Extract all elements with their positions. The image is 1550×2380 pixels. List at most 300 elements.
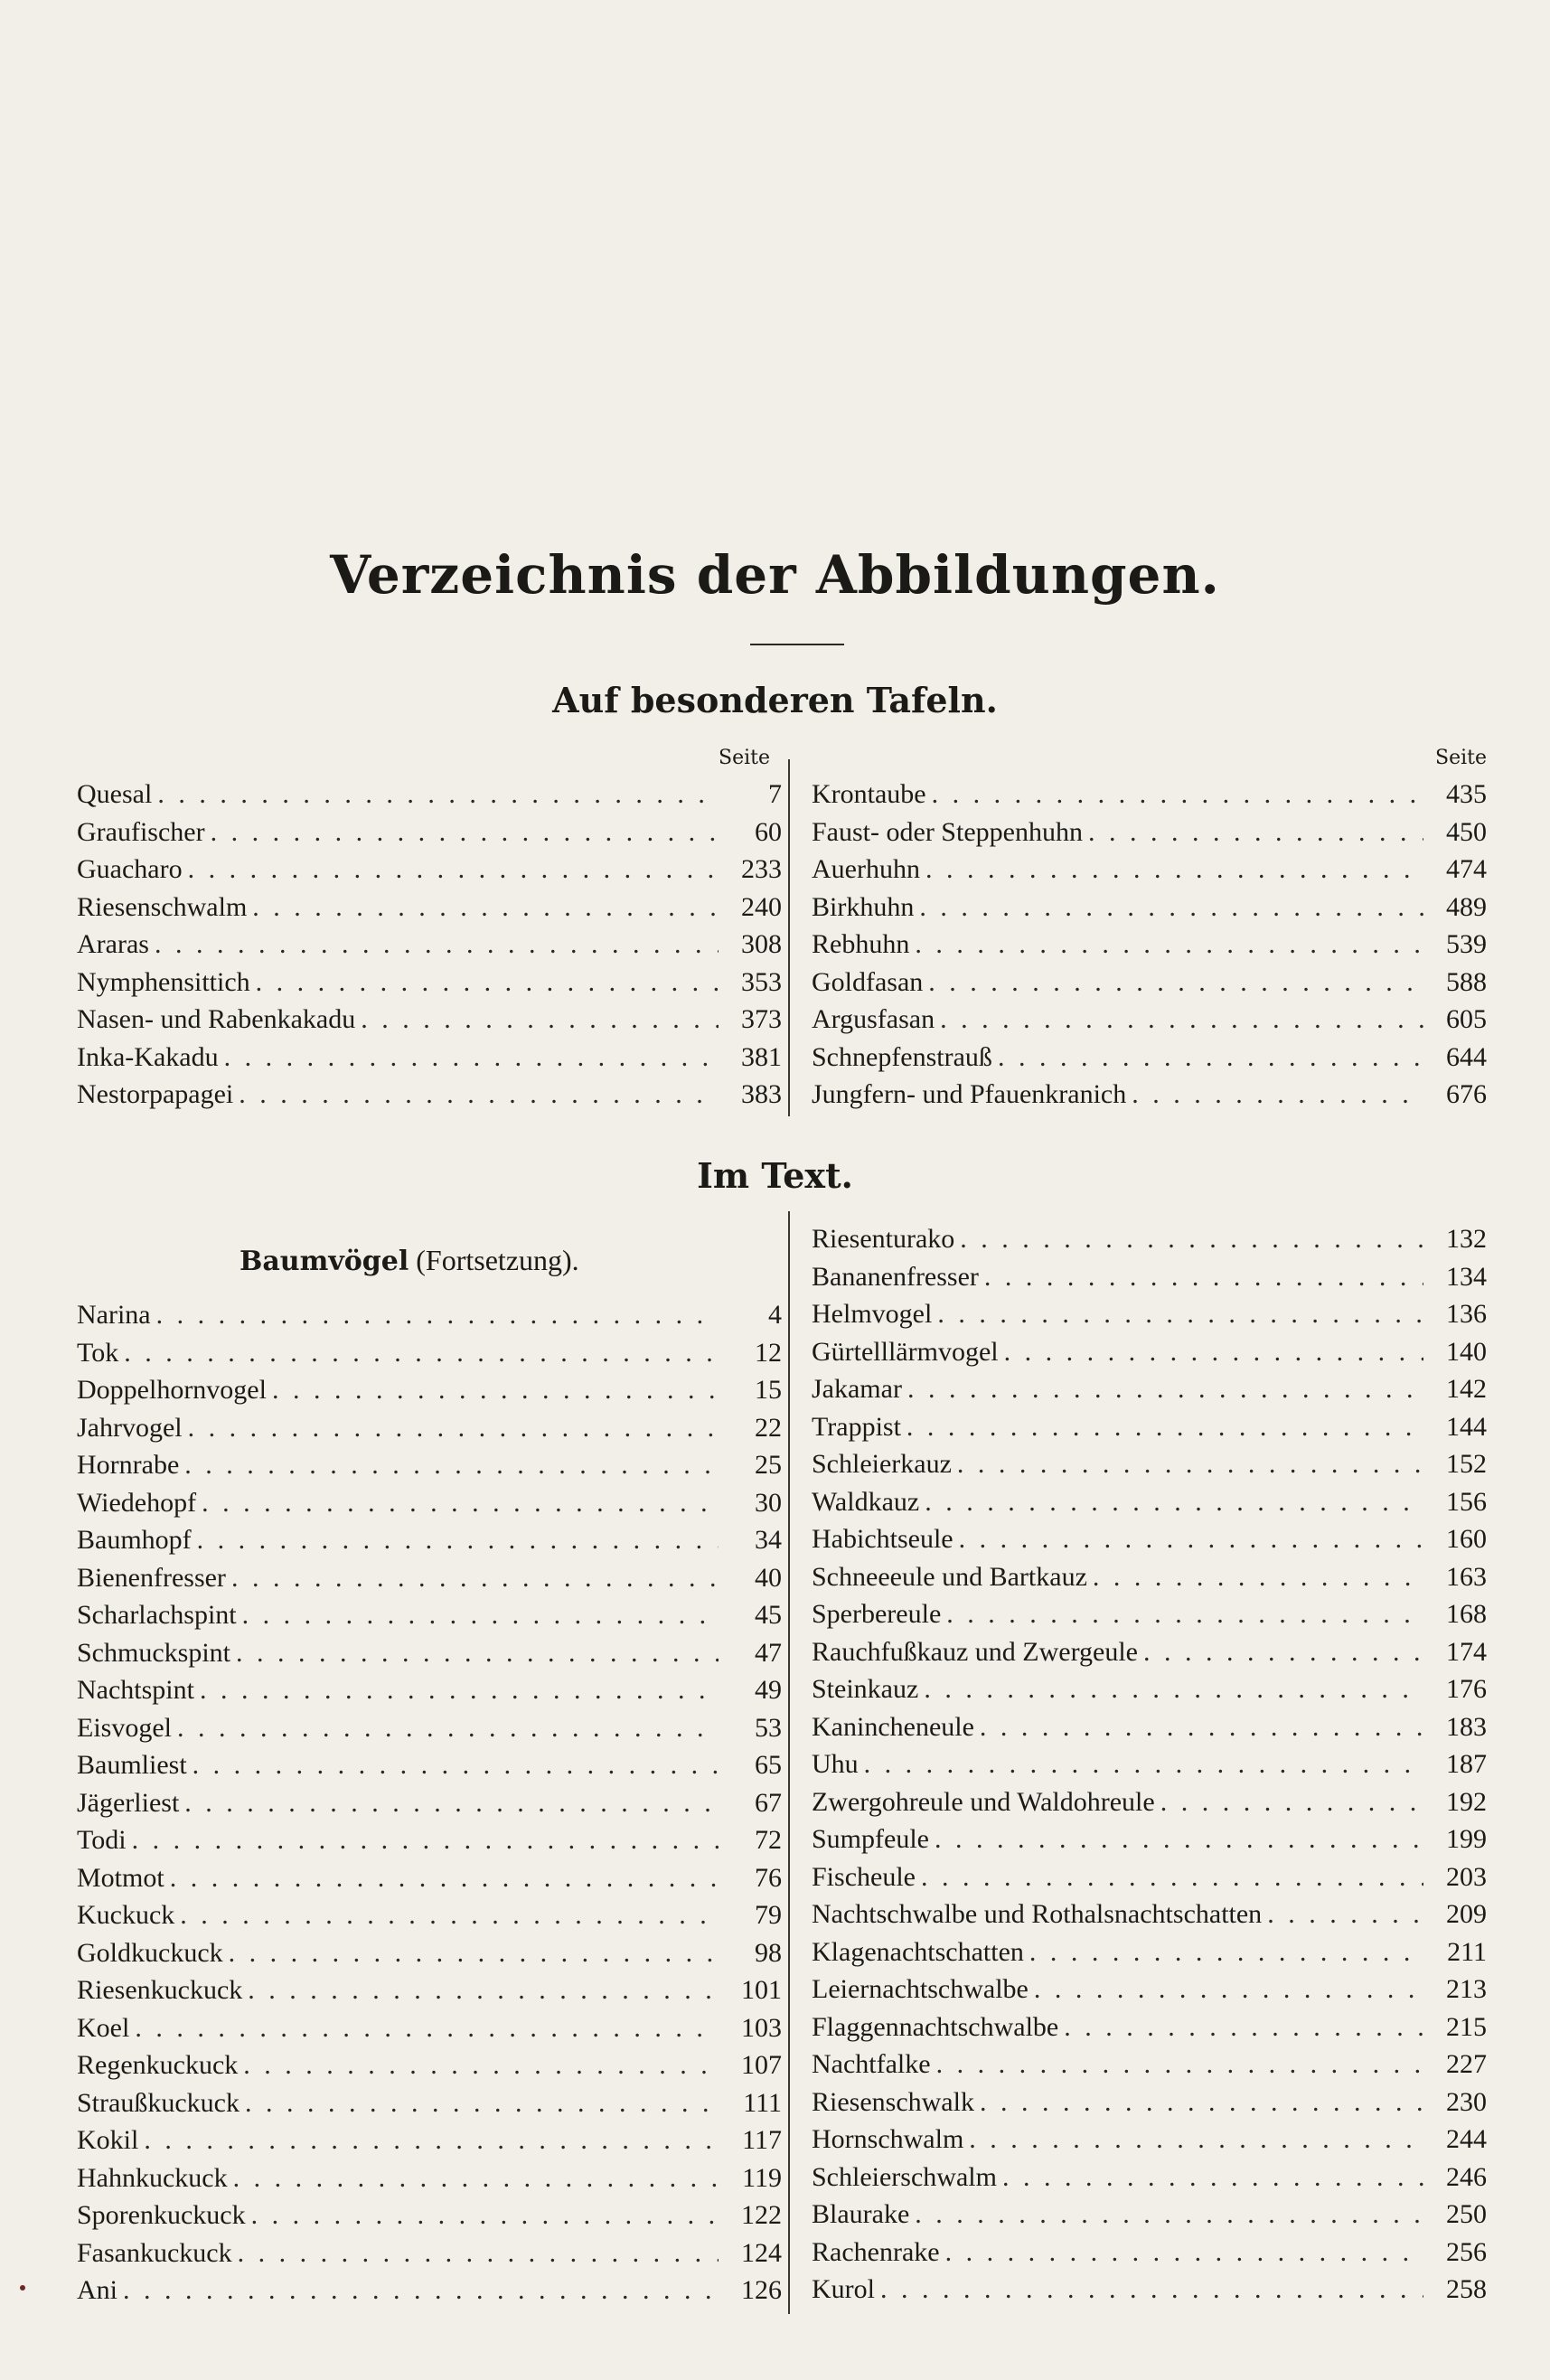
index-entry — [812, 964, 1487, 1002]
leader-dots — [940, 1001, 1423, 1039]
index-entry — [812, 1333, 1487, 1371]
index-entry — [77, 1334, 782, 1372]
index-entry — [812, 1933, 1487, 1971]
index-entry — [77, 1859, 782, 1897]
leader-dots — [960, 1220, 1423, 1258]
leader-dots — [998, 1039, 1423, 1077]
leader-dots — [180, 1896, 719, 1934]
leader-dots — [256, 964, 719, 1002]
entry-name: Sumpfeule — [812, 1824, 929, 1854]
entry-name: Habichtseule — [812, 1524, 953, 1554]
entry-name: Ani — [77, 2275, 117, 2305]
leader-dots — [907, 1408, 1423, 1446]
leader-dots — [272, 1371, 719, 1409]
index-entry — [812, 2084, 1487, 2121]
index-entry — [812, 1520, 1487, 1558]
entry-page-number: 246 — [1446, 2161, 1487, 2192]
entry-name: Kurol — [812, 2274, 875, 2304]
entry-page-number: 119 — [742, 2162, 782, 2193]
index-entry — [77, 2009, 782, 2047]
text-subheading — [240, 1244, 579, 1277]
leader-dots — [177, 1709, 719, 1747]
entry-page-number: 65 — [755, 1750, 782, 1780]
leader-dots — [155, 926, 719, 964]
entry-page-number: 605 — [1446, 1004, 1487, 1034]
index-entry — [77, 1296, 782, 1334]
entry-page-number: 30 — [755, 1487, 782, 1518]
entry-page-number: 132 — [1446, 1224, 1487, 1254]
leader-dots — [969, 2121, 1423, 2159]
leader-dots — [932, 776, 1423, 814]
entry-page-number: 160 — [1446, 1524, 1487, 1554]
tafeln-heading: Auf besonderen Tafeln. — [552, 680, 998, 720]
entry-page-number: 215 — [1446, 2011, 1487, 2042]
entry-name: Nachtfalke — [812, 2049, 931, 2079]
leader-dots — [924, 1670, 1423, 1708]
index-entry — [77, 1821, 782, 1859]
entry-page-number: 22 — [755, 1412, 782, 1443]
entry-page-number: 187 — [1446, 1749, 1487, 1779]
entry-name: Jahrvogel — [77, 1412, 183, 1443]
entry-name: Sperbereule — [812, 1599, 942, 1629]
index-entry — [77, 1076, 782, 1114]
leader-dots — [984, 1258, 1423, 1296]
entry-name: Riesenkuckuck — [77, 1975, 243, 2005]
entry-page-number: 203 — [1446, 1861, 1487, 1892]
leader-dots — [1002, 2159, 1423, 2197]
entry-name: Todi — [77, 1825, 127, 1855]
leader-dots — [919, 889, 1423, 927]
entry-name: Goldfasan — [812, 966, 924, 997]
entry-name: Leiernachtschwalbe — [812, 1974, 1029, 2004]
leader-dots — [1064, 2008, 1423, 2046]
leader-dots — [243, 2046, 719, 2084]
index-entry — [812, 1258, 1487, 1296]
entry-page-number: 213 — [1446, 1974, 1487, 2004]
entry-name: Fasankuckuck — [77, 2237, 232, 2268]
index-entry — [77, 2159, 782, 2197]
entry-name: Blaurake — [812, 2199, 910, 2229]
entry-page-number: 489 — [1446, 891, 1487, 922]
entry-page-number: 103 — [741, 2012, 782, 2043]
index-entry — [77, 2272, 782, 2309]
entry-name: Krontaube — [812, 779, 926, 809]
leader-dots — [915, 926, 1423, 964]
entry-page-number: 53 — [755, 1712, 782, 1743]
index-entry — [812, 1483, 1487, 1521]
leader-dots — [200, 1671, 719, 1709]
entry-page-number: 256 — [1446, 2236, 1487, 2267]
index-entry — [812, 814, 1487, 851]
entry-page-number: 136 — [1446, 1299, 1487, 1329]
entry-page-number: 34 — [755, 1525, 782, 1555]
index-entry — [812, 926, 1487, 964]
index-entry — [77, 2234, 782, 2272]
entry-page-number: 644 — [1446, 1041, 1487, 1072]
entry-page-number: 76 — [755, 1862, 782, 1893]
leader-dots — [1132, 1076, 1423, 1114]
entry-name: Koel — [77, 2012, 130, 2043]
entry-page-number: 230 — [1446, 2086, 1487, 2117]
leader-dots — [1034, 1971, 1423, 2008]
index-entry — [812, 2271, 1487, 2309]
entry-name: Araras — [77, 929, 149, 959]
entry-page-number: 258 — [1446, 2274, 1487, 2304]
entry-page-number: 122 — [741, 2200, 782, 2230]
index-entry — [77, 2084, 782, 2122]
entry-page-number: 72 — [755, 1825, 782, 1855]
leader-dots — [937, 1295, 1423, 1333]
index-entry — [77, 1521, 782, 1559]
leader-dots — [928, 964, 1423, 1002]
index-entry — [812, 2196, 1487, 2234]
entry-name: Riesenschwalm — [77, 891, 248, 922]
leader-dots — [233, 2159, 719, 2197]
leader-dots — [1004, 1333, 1423, 1371]
leader-dots — [1093, 1558, 1423, 1596]
entry-name: Wiedehopf — [77, 1487, 197, 1518]
entry-page-number: 209 — [1446, 1899, 1487, 1929]
entry-name: Argusfasan — [812, 1004, 935, 1034]
entry-page-number: 250 — [1446, 2199, 1487, 2229]
index-entry — [812, 1783, 1487, 1821]
index-entry — [77, 1001, 782, 1039]
index-entry — [812, 889, 1487, 927]
entry-name: Fischeule — [812, 1861, 916, 1892]
leader-dots — [193, 1746, 719, 1784]
index-entry — [812, 2046, 1487, 2084]
index-entry — [77, 1484, 782, 1522]
index-entry — [77, 776, 782, 814]
entry-page-number: 373 — [741, 1004, 782, 1034]
leader-dots — [957, 1445, 1423, 1483]
entry-page-number: 117 — [742, 2125, 782, 2155]
leader-dots — [925, 1483, 1423, 1521]
leader-dots — [123, 2272, 719, 2309]
entry-page-number: 45 — [755, 1600, 782, 1630]
index-entry — [812, 1708, 1487, 1746]
entry-page-number: 168 — [1446, 1599, 1487, 1629]
entry-name: Birkhuhn — [812, 891, 915, 922]
leader-dots — [1160, 1783, 1423, 1821]
index-entry — [812, 1001, 1487, 1039]
leader-dots — [135, 2009, 719, 2047]
leader-dots — [202, 1484, 719, 1522]
index-entry — [77, 851, 782, 889]
entry-name: Auerhuhn — [812, 854, 920, 884]
leader-dots — [184, 1446, 719, 1484]
leader-dots — [231, 1559, 719, 1597]
index-entry — [77, 1709, 782, 1747]
entry-page-number: 111 — [743, 2087, 782, 2118]
index-entry — [77, 1934, 782, 1972]
entry-name: Graufischer — [77, 816, 205, 847]
entry-name: Flaggennachtschwalbe — [812, 2011, 1059, 2042]
entry-name: Scharlachspint — [77, 1600, 237, 1630]
entry-page-number: 79 — [755, 1900, 782, 1930]
entry-name: Kanincheneule — [812, 1711, 974, 1742]
entry-page-number: 588 — [1446, 966, 1487, 997]
entry-name: Hahnkuckuck — [77, 2162, 228, 2193]
entry-name: Hornrabe — [77, 1450, 180, 1480]
text-heading: Im Text. — [697, 1155, 853, 1196]
entry-name: Rauchfußkauz und Zwergeule — [812, 1636, 1138, 1667]
entry-name: Hornschwalm — [812, 2124, 964, 2154]
index-entry — [812, 2234, 1487, 2272]
entry-name: Kokil — [77, 2125, 139, 2155]
index-entry — [77, 1746, 782, 1784]
leader-dots — [1088, 814, 1423, 851]
entry-page-number: 192 — [1446, 1786, 1487, 1817]
leader-dots — [156, 1296, 719, 1334]
index-entry — [77, 1971, 782, 2009]
seite-label-left: Seite — [719, 747, 770, 769]
index-entry — [812, 1670, 1487, 1708]
index-entry — [812, 1408, 1487, 1446]
entry-page-number: 124 — [741, 2237, 782, 2268]
subheading-bold: Baumvögel — [240, 1246, 409, 1277]
leader-dots — [188, 851, 719, 889]
leader-dots — [251, 2197, 719, 2234]
entry-name: Regenkuckuck — [77, 2050, 239, 2080]
leader-dots — [864, 1745, 1423, 1783]
index-entry — [812, 1076, 1487, 1114]
entry-name: Bananenfresser — [812, 1261, 979, 1292]
entry-name: Helmvogel — [812, 1299, 933, 1329]
entry-page-number: 199 — [1446, 1824, 1487, 1854]
index-entry — [77, 2121, 782, 2159]
index-entry — [77, 1446, 782, 1484]
entry-page-number: 435 — [1446, 779, 1487, 809]
entry-page-number: 98 — [755, 1937, 782, 1968]
entry-name: Eisvogel — [77, 1712, 172, 1743]
index-entry — [812, 2159, 1487, 2197]
index-entry — [812, 1745, 1487, 1783]
entry-name: Quesal — [77, 779, 153, 809]
leader-dots — [980, 1708, 1423, 1746]
leader-dots — [229, 1934, 719, 1972]
page-title: Verzeichnis der Abbildungen. — [330, 544, 1220, 606]
entry-page-number: 4 — [768, 1300, 782, 1330]
entry-page-number: 12 — [755, 1337, 782, 1368]
index-entry — [812, 776, 1487, 814]
index-entry — [77, 964, 782, 1002]
leader-dots — [945, 2234, 1423, 2272]
entry-page-number: 381 — [741, 1041, 782, 1072]
entry-name: Nachtschwalbe und Rothalsnachtschatten — [812, 1899, 1263, 1929]
index-entry — [812, 1896, 1487, 1933]
entry-name: Baumhopf — [77, 1525, 192, 1555]
index-entry — [77, 1784, 782, 1822]
leader-dots — [1267, 1896, 1423, 1933]
entry-name: Waldkauz — [812, 1486, 920, 1517]
entry-page-number: 244 — [1446, 2124, 1487, 2154]
entry-name: Jägerliest — [77, 1787, 180, 1818]
entry-page-number: 474 — [1446, 854, 1487, 884]
index-entry — [77, 2046, 782, 2084]
index-entry — [77, 926, 782, 964]
leader-dots — [935, 1820, 1423, 1858]
index-entry — [812, 1858, 1487, 1896]
entry-name: Tok — [77, 1337, 119, 1368]
index-entry — [812, 2121, 1487, 2159]
entry-page-number: 25 — [755, 1450, 782, 1480]
index-entry — [77, 1596, 782, 1634]
entry-name: Trappist — [812, 1411, 901, 1442]
index-entry — [77, 1039, 782, 1077]
entry-name: Guacharo — [77, 854, 183, 884]
leader-dots — [959, 1520, 1423, 1558]
entry-name: Nasen- und Rabenkakadu — [77, 1004, 356, 1034]
text-column-divider — [788, 1211, 790, 2314]
entry-page-number: 49 — [755, 1675, 782, 1705]
entry-name: Rebhuhn — [812, 929, 910, 959]
leader-dots — [144, 2121, 719, 2159]
leader-dots — [245, 2084, 719, 2122]
leader-dots — [252, 889, 719, 927]
leader-dots — [132, 1821, 719, 1859]
leader-dots — [946, 1595, 1423, 1633]
entry-page-number: 183 — [1446, 1711, 1487, 1742]
entry-name: Steinkauz — [812, 1674, 919, 1704]
entry-page-number: 176 — [1446, 1674, 1487, 1704]
entry-name: Sporenkuckuck — [77, 2200, 246, 2230]
entry-name: Nymphensittich — [77, 966, 250, 997]
entry-page-number: 383 — [741, 1079, 782, 1109]
entry-page-number: 450 — [1446, 816, 1487, 847]
entry-page-number: 101 — [741, 1975, 782, 2005]
entry-name: Schleierschwalm — [812, 2161, 997, 2192]
entry-page-number: 107 — [741, 2050, 782, 2080]
leader-dots — [157, 776, 719, 814]
entry-name: Riesenschwalk — [812, 2086, 974, 2117]
index-entry — [77, 1409, 782, 1447]
entry-page-number: 174 — [1446, 1636, 1487, 1667]
entry-name: Jungfern- und Pfauenkranich — [812, 1079, 1127, 1109]
entry-name: Nachtspint — [77, 1675, 194, 1705]
index-entry — [812, 1558, 1487, 1596]
entry-name: Schneeeule und Bartkauz — [812, 1561, 1087, 1592]
entry-name: Uhu — [812, 1749, 859, 1779]
entry-name: Doppelhornvogel — [77, 1375, 267, 1405]
leader-dots — [1029, 1933, 1423, 1971]
entry-page-number: 140 — [1446, 1336, 1487, 1367]
entry-page-number: 144 — [1446, 1411, 1487, 1442]
leader-dots — [1143, 1633, 1423, 1671]
entry-name: Kuckuck — [77, 1900, 175, 1930]
entry-name: Schnepfenstrauß — [812, 1041, 992, 1072]
tafeln-left-list — [77, 776, 782, 1114]
leader-dots — [361, 1001, 719, 1039]
index-entry — [812, 851, 1487, 889]
text-left-list — [77, 1296, 782, 2309]
entry-page-number: 353 — [741, 966, 782, 997]
leader-dots — [936, 2046, 1423, 2084]
entry-name: Baumliest — [77, 1750, 187, 1780]
index-entry — [812, 1039, 1487, 1077]
entry-page-number: 7 — [768, 779, 782, 809]
index-entry — [812, 1820, 1487, 1858]
index-entry — [812, 1295, 1487, 1333]
entry-page-number: 163 — [1446, 1561, 1487, 1592]
leader-dots — [921, 1858, 1423, 1896]
entry-name: Schleierkauz — [812, 1449, 952, 1479]
leader-dots — [907, 1370, 1423, 1408]
entry-page-number: 308 — [741, 929, 782, 959]
entry-page-number: 152 — [1446, 1449, 1487, 1479]
entry-name: Motmot — [77, 1862, 164, 1893]
leader-dots — [239, 1076, 719, 1114]
entry-page-number: 15 — [755, 1375, 782, 1405]
entry-name: Rachenrake — [812, 2236, 940, 2267]
entry-page-number: 233 — [741, 854, 782, 884]
index-entry — [77, 2197, 782, 2234]
index-entry — [812, 1220, 1487, 1258]
entry-page-number: 156 — [1446, 1486, 1487, 1517]
entry-page-number: 47 — [755, 1637, 782, 1668]
leader-dots — [236, 1634, 719, 1672]
leader-dots — [197, 1521, 719, 1559]
entry-name: Goldkuckuck — [77, 1937, 223, 1968]
entry-name: Faust- oder Steppenhuhn — [812, 816, 1083, 847]
entry-name: Jakamar — [812, 1374, 902, 1404]
leader-dots — [238, 2234, 719, 2272]
entry-name: Klagenachtschatten — [812, 1936, 1024, 1967]
index-entry — [812, 1595, 1487, 1633]
entry-page-number: 67 — [755, 1787, 782, 1818]
entry-page-number: 40 — [755, 1562, 782, 1593]
entry-name: Zwergohreule und Waldohreule — [812, 1786, 1155, 1817]
entry-name: Schmuckspint — [77, 1637, 230, 1668]
entry-page-number: 240 — [741, 891, 782, 922]
entry-name: Inka-Kakadu — [77, 1041, 219, 1072]
entry-name: Riesenturako — [812, 1224, 955, 1254]
index-entry — [77, 1559, 782, 1597]
leader-dots — [170, 1859, 719, 1897]
leader-dots — [925, 851, 1423, 889]
ink-spot — [20, 2285, 25, 2291]
leader-dots — [980, 2084, 1423, 2121]
index-entry — [77, 1896, 782, 1934]
index-entry — [812, 1633, 1487, 1671]
leader-dots — [184, 1784, 719, 1822]
index-entry — [77, 1634, 782, 1672]
title-rule — [750, 644, 844, 645]
index-entry — [77, 1671, 782, 1709]
index-entry — [812, 1370, 1487, 1408]
leader-dots — [211, 814, 719, 851]
text-right-list — [812, 1220, 1487, 2309]
leader-dots — [224, 1039, 719, 1077]
entry-name: Straußkuckuck — [77, 2087, 240, 2118]
leader-dots — [880, 2271, 1423, 2309]
leader-dots — [124, 1334, 719, 1372]
leader-dots — [242, 1596, 719, 1634]
leader-dots — [188, 1409, 719, 1447]
index-entry — [77, 889, 782, 927]
index-entry — [77, 1371, 782, 1409]
entry-page-number: 134 — [1446, 1261, 1487, 1292]
entry-page-number: 211 — [1447, 1936, 1487, 1967]
subheading-rest: (Fortsetzung). — [409, 1244, 579, 1276]
leader-dots — [248, 1971, 719, 2009]
entry-page-number: 60 — [755, 816, 782, 847]
entry-page-number: 142 — [1446, 1374, 1487, 1404]
entry-page-number: 227 — [1446, 2049, 1487, 2079]
index-entry — [812, 1445, 1487, 1483]
entry-name: Bienenfresser — [77, 1562, 226, 1593]
tafeln-right-list — [812, 776, 1487, 1114]
